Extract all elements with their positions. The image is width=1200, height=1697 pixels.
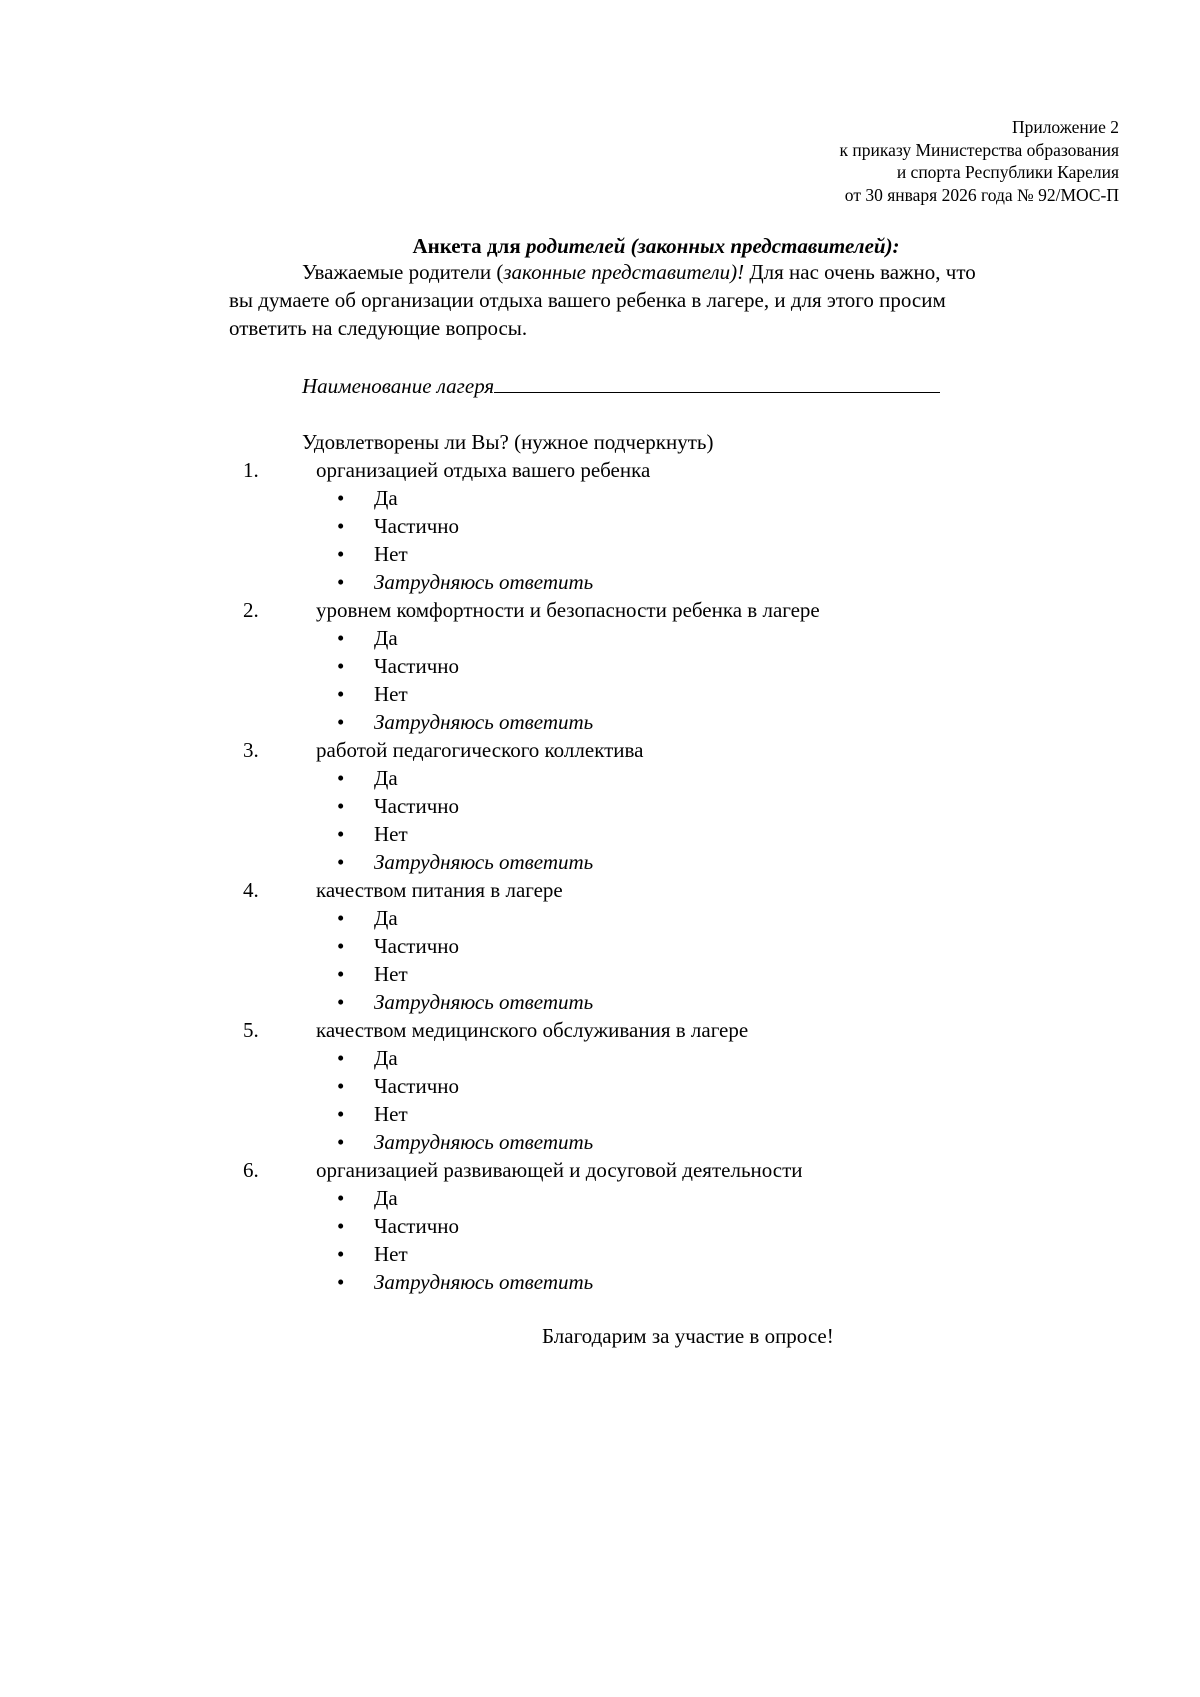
answer-option-label: Нет	[374, 962, 408, 986]
answer-option-label: Да	[374, 906, 398, 930]
bullet-icon: •	[337, 654, 345, 678]
question-item	[0, 1016, 1200, 1044]
answer-option-label: Нет	[374, 822, 408, 846]
intro-line-1-c: Для нас очень важно, что	[744, 260, 976, 284]
answer-option-label: Затрудняюсь ответить	[374, 850, 594, 874]
answer-option-label: Частично	[374, 514, 460, 538]
bullet-icon: •	[337, 766, 345, 790]
answer-option-label: Нет	[374, 682, 408, 706]
question-item	[0, 876, 1200, 904]
intro-paragraph	[229, 258, 1099, 342]
bullet-icon: •	[337, 1102, 345, 1126]
answer-option[interactable]	[0, 764, 1200, 792]
answer-option-label: Частично	[374, 1074, 460, 1098]
answer-option[interactable]	[0, 1072, 1200, 1100]
answer-option-label: Частично	[374, 654, 460, 678]
bullet-icon: •	[337, 1186, 345, 1210]
answer-option-label: Затрудняюсь ответить	[374, 570, 594, 594]
bullet-icon: •	[337, 682, 345, 706]
question-text: качеством питания в лагере	[316, 878, 563, 902]
bullet-icon: •	[337, 934, 345, 958]
bullet-icon: •	[337, 822, 345, 846]
answer-option[interactable]	[0, 932, 1200, 960]
answer-option-label: Да	[374, 626, 398, 650]
question-number: 2.	[243, 598, 259, 622]
camp-name-blank-line[interactable]	[494, 372, 940, 393]
answer-option[interactable]	[0, 568, 1200, 596]
answer-option[interactable]	[0, 848, 1200, 876]
question-item	[0, 596, 1200, 624]
answer-option[interactable]	[0, 1128, 1200, 1156]
bullet-icon: •	[337, 794, 345, 818]
bullet-icon: •	[337, 542, 345, 566]
question-item	[0, 456, 1200, 484]
answer-option-label: Нет	[374, 1242, 408, 1266]
thanks-text: Благодарим за участие в опросе!	[542, 1324, 834, 1348]
title-italic: родителей (законных представителей):	[525, 234, 900, 258]
bullet-icon: •	[337, 990, 345, 1014]
answer-option-label: Да	[374, 1046, 398, 1070]
question-number: 3.	[243, 738, 259, 762]
title-plain: Анкета для	[412, 234, 526, 258]
question-intro: Удовлетворены ли Вы? (нужное подчеркнуть)	[302, 430, 714, 454]
bullet-icon: •	[337, 962, 345, 986]
question-number: 4.	[243, 878, 259, 902]
question-text: качеством медицинского обслуживания в лагере	[316, 1018, 749, 1042]
bullet-icon: •	[337, 1270, 345, 1294]
question-item	[0, 1156, 1200, 1184]
question-number: 1.	[243, 458, 259, 482]
answer-option-label: Да	[374, 1186, 398, 1210]
answer-option[interactable]	[0, 988, 1200, 1016]
question-number: 5.	[243, 1018, 259, 1042]
answer-option[interactable]	[0, 540, 1200, 568]
answer-option[interactable]	[0, 652, 1200, 680]
answer-option[interactable]	[0, 1100, 1200, 1128]
answer-option[interactable]	[0, 512, 1200, 540]
question-list	[0, 456, 1200, 1296]
answer-option[interactable]	[0, 904, 1200, 932]
bullet-icon: •	[337, 1214, 345, 1238]
answer-option-label: Да	[374, 766, 398, 790]
appendix-number: Приложение 2	[1011, 117, 1119, 137]
answer-option[interactable]	[0, 680, 1200, 708]
answer-option-label: Частично	[374, 794, 460, 818]
answer-option-label: Да	[374, 486, 398, 510]
bullet-icon: •	[337, 1130, 345, 1154]
intro-line-3: ответить на следующие вопросы.	[229, 316, 528, 340]
bullet-icon: •	[337, 514, 345, 538]
question-text: уровнем комфортности и безопасности ребенка в лагере	[316, 598, 820, 622]
answer-option-label: Затрудняюсь ответить	[374, 990, 594, 1014]
answer-option[interactable]	[0, 484, 1200, 512]
answer-option-label: Нет	[374, 542, 408, 566]
answer-option[interactable]	[0, 960, 1200, 988]
bullet-icon: •	[337, 710, 345, 734]
answer-option-label: Затрудняюсь ответить	[374, 1130, 594, 1154]
bullet-icon: •	[337, 486, 345, 510]
intro-line-2: вы думаете об организации отдыха вашего ребенка в лагере, и для этого просим	[229, 288, 946, 312]
answer-option[interactable]	[0, 792, 1200, 820]
bullet-icon: •	[337, 570, 345, 594]
bullet-icon: •	[337, 1242, 345, 1266]
appendix-ministry: и спорта Республики Карелия	[896, 162, 1119, 182]
answer-option[interactable]	[0, 1184, 1200, 1212]
appendix-header	[839, 116, 1119, 206]
answer-option[interactable]	[0, 1268, 1200, 1296]
question-number: 6.	[243, 1158, 259, 1182]
answer-option[interactable]	[0, 708, 1200, 736]
camp-name-label: Наименование лагеря	[302, 374, 495, 398]
bullet-icon: •	[337, 1046, 345, 1070]
bullet-icon: •	[337, 626, 345, 650]
bullet-icon: •	[337, 906, 345, 930]
bullet-icon: •	[337, 1074, 345, 1098]
question-text: организацией развивающей и досуговой деятельности	[316, 1158, 803, 1182]
question-item	[0, 736, 1200, 764]
intro-line-1	[229, 258, 1099, 286]
answer-option-label: Частично	[374, 1214, 460, 1238]
question-text: организацией отдыха вашего ребенка	[316, 458, 651, 482]
appendix-date: от 30 января 2026 года № 92/МОС-П	[844, 184, 1119, 205]
page-title	[0, 232, 1200, 260]
answer-option[interactable]	[0, 1044, 1200, 1072]
answer-option-label: Затрудняюсь ответить	[374, 710, 594, 734]
appendix-order-ref: к приказу Министерства образования	[839, 139, 1119, 160]
answer-option[interactable]	[0, 624, 1200, 652]
answer-option-label: Частично	[374, 934, 460, 958]
intro-line-1-a: Уважаемые родители (	[302, 260, 504, 284]
answer-option-label: Нет	[374, 1102, 408, 1126]
question-text: работой педагогического коллектива	[316, 738, 644, 762]
bullet-icon: •	[337, 850, 345, 874]
answer-option[interactable]	[0, 1240, 1200, 1268]
answer-option[interactable]	[0, 1212, 1200, 1240]
intro-line-1-b: законные представители)!	[503, 260, 745, 284]
answer-option-label: Затрудняюсь ответить	[374, 1270, 594, 1294]
camp-name-field	[302, 372, 940, 400]
answer-option[interactable]	[0, 820, 1200, 848]
